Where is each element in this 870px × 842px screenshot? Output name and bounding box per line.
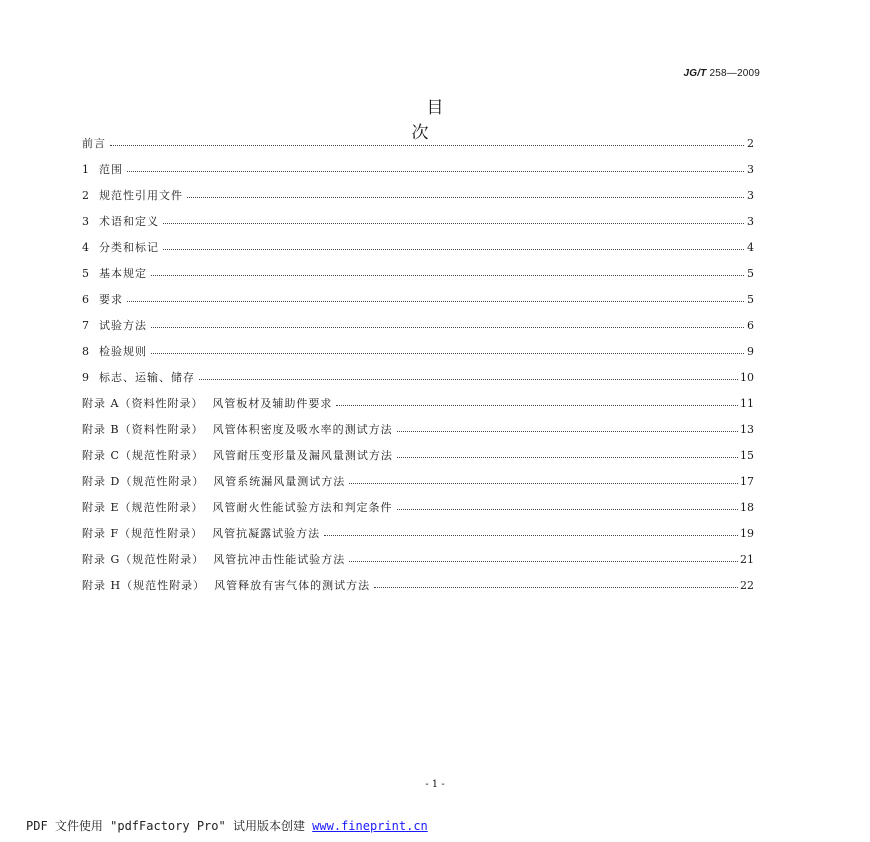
toc-entry-page: 22 — [740, 578, 754, 592]
toc-leader-dots — [324, 534, 738, 536]
toc-entry[interactable] — [82, 468, 754, 494]
toc-entry[interactable] — [82, 338, 754, 364]
toc-entry-label: 附录 H（规范性附录） 风管释放有害气体的测试方法 — [82, 579, 371, 592]
standard-code — [620, 68, 760, 79]
toc-leader-dots — [187, 196, 744, 198]
footer-text: PDF 文件使用 "pdfFactory Pro" 试用版本创建 — [26, 819, 313, 833]
toc-leader-dots — [397, 430, 738, 432]
toc-leader-dots — [349, 560, 738, 562]
toc-leader-dots — [336, 404, 738, 406]
toc-entry-page: 18 — [740, 500, 754, 514]
toc-entry[interactable] — [82, 286, 754, 312]
toc-leader-dots — [349, 482, 738, 484]
toc-entry[interactable] — [82, 546, 754, 572]
toc-entry-label: 9 标志、运输、储存 — [82, 371, 195, 384]
toc-entry-label: 1 范围 — [82, 163, 123, 176]
toc-entry-label: 4 分类和标记 — [82, 241, 159, 254]
footer-link[interactable]: www.fineprint.cn — [312, 819, 428, 833]
toc-title: 目次 — [411, 98, 474, 143]
toc-entry-page: 3 — [747, 188, 754, 202]
toc-entry-page: 3 — [747, 214, 754, 228]
table-of-contents — [82, 130, 754, 598]
toc-leader-dots — [151, 326, 744, 328]
toc-entry[interactable] — [82, 182, 754, 208]
toc-entry-page: 15 — [740, 448, 754, 462]
toc-leader-dots — [163, 222, 744, 224]
toc-entry[interactable] — [82, 494, 754, 520]
toc-entry-label: 3 术语和定义 — [82, 215, 159, 228]
toc-entry[interactable] — [82, 442, 754, 468]
toc-entry-label: 6 要求 — [82, 293, 123, 306]
toc-entry-label: 7 试验方法 — [82, 319, 147, 332]
toc-entry-label: 附录 E（规范性附录） 风管耐火性能试验方法和判定条件 — [82, 501, 393, 514]
toc-entry-label: 2 规范性引用文件 — [82, 189, 183, 202]
toc-leader-dots — [163, 248, 744, 250]
toc-leader-dots — [151, 274, 744, 276]
toc-entry-page: 6 — [747, 318, 754, 332]
toc-entry-label: 附录 B（资料性附录） 风管体积密度及吸水率的测试方法 — [82, 423, 393, 436]
toc-entry-page: 5 — [747, 292, 754, 306]
toc-leader-dots — [110, 144, 744, 146]
toc-entry[interactable] — [82, 364, 754, 390]
toc-entry[interactable] — [82, 572, 754, 598]
toc-entry[interactable] — [82, 390, 754, 416]
toc-entry-page: 2 — [747, 136, 754, 150]
toc-entry-page: 4 — [747, 240, 754, 254]
page-number: - 1 - — [425, 779, 445, 790]
toc-entry[interactable] — [82, 234, 754, 260]
toc-entry-label: 附录 F（规范性附录） 风管抗凝露试验方法 — [82, 527, 321, 540]
toc-entry[interactable] — [82, 416, 754, 442]
toc-entry-page: 17 — [740, 474, 754, 488]
toc-entry[interactable] — [82, 208, 754, 234]
toc-entry-page: 9 — [747, 344, 754, 358]
toc-entry[interactable] — [82, 260, 754, 286]
toc-leader-dots — [374, 586, 738, 588]
toc-leader-dots — [199, 378, 738, 380]
toc-entry-label: 8 检验规则 — [82, 345, 147, 358]
toc-entry-page: 5 — [747, 266, 754, 280]
standard-number: 258—2009 — [706, 68, 760, 79]
toc-entry-page: 13 — [740, 422, 754, 436]
toc-entry-label: 5 基本规定 — [82, 267, 147, 280]
toc-leader-dots — [397, 508, 738, 510]
toc-entry[interactable] — [82, 312, 754, 338]
toc-entry[interactable] — [82, 156, 754, 182]
standard-prefix: JG/T — [683, 68, 707, 79]
toc-entry[interactable] — [82, 520, 754, 546]
toc-entry-label: 附录 D（规范性附录） 风管系统漏风量测试方法 — [82, 475, 346, 488]
toc-entry-page: 11 — [740, 396, 754, 410]
toc-entry-page: 3 — [747, 162, 754, 176]
toc-entry-label: 附录 A（资料性附录） 风管板材及辅助件要求 — [82, 397, 333, 410]
toc-leader-dots — [127, 300, 744, 302]
toc-entry[interactable] — [82, 130, 754, 156]
toc-leader-dots — [151, 352, 744, 354]
pdf-footer — [26, 817, 428, 834]
toc-entry-label: 附录 G（规范性附录） 风管抗冲击性能试验方法 — [82, 553, 346, 566]
toc-entry-label: 附录 C（规范性附录） 风管耐压变形量及漏风量测试方法 — [82, 449, 393, 462]
toc-entry-page: 10 — [740, 370, 754, 384]
toc-entry-page: 21 — [740, 552, 754, 566]
toc-entry-page: 19 — [740, 526, 754, 540]
toc-entry-label: 前言 — [82, 137, 106, 150]
toc-leader-dots — [127, 170, 744, 172]
toc-leader-dots — [397, 456, 738, 458]
